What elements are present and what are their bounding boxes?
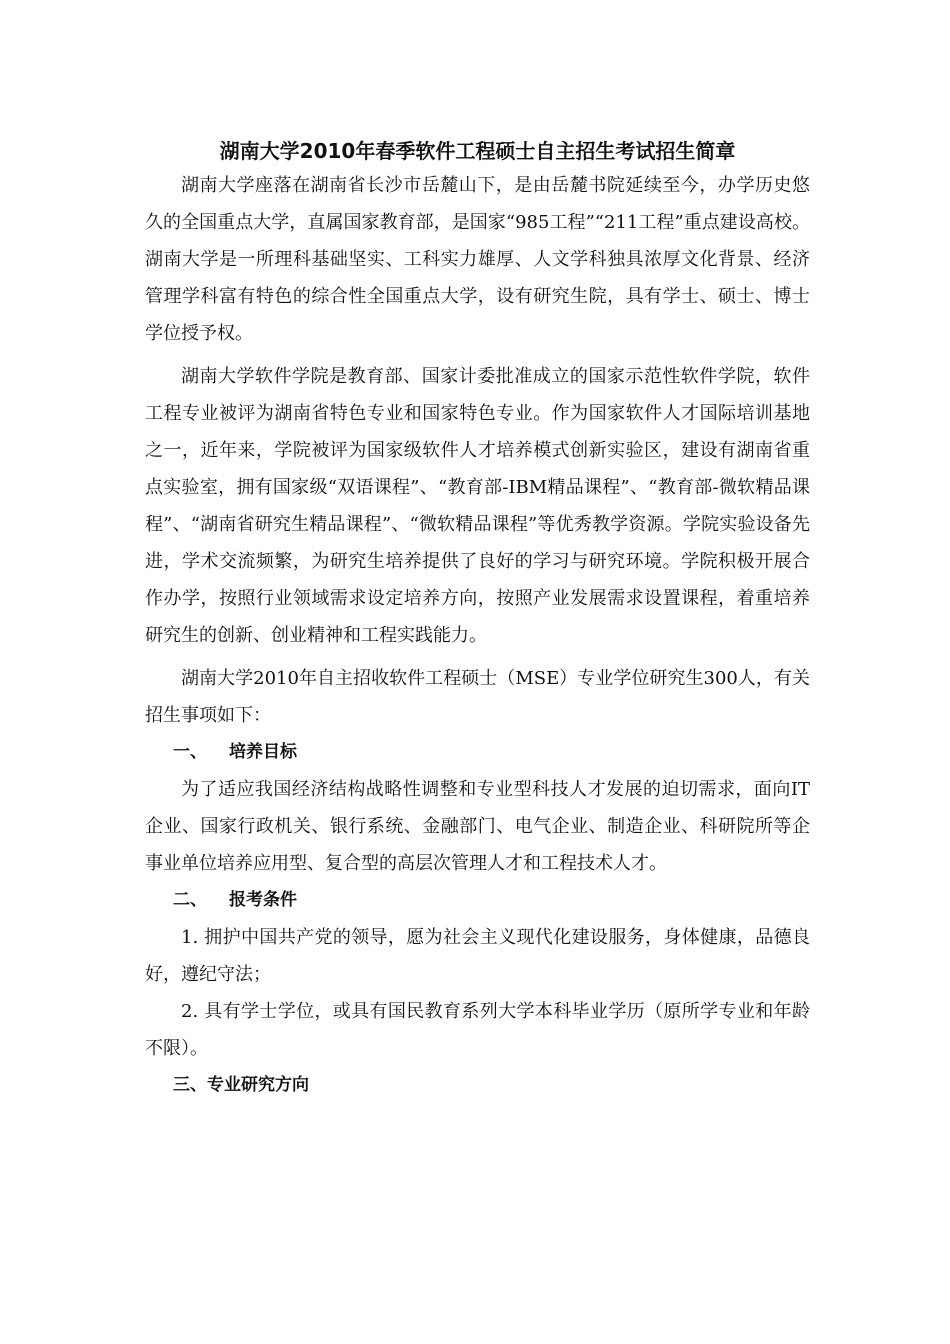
section-paragraph-training-goal: 为了适应我国经济结构战略性调整和专业型科技人才发展的迫切需求，面向IT企业、国家行政机关、银行系统、金融部门、电气企业、制造企业、科研院所等企事业单位培养应用型、复合型的高层次管理人才和工程技术人才。 <box>145 779 810 874</box>
section-heading-text: 培养目标 <box>229 742 297 762</box>
section-number: 一、 <box>173 742 207 762</box>
document-body <box>145 135 810 1104</box>
intro-paragraph-software-school: 湖南大学软件学院是教育部、国家计委批准成立的国家示范性软件学院，软件工程专业被评为湖南省特色专业和国家特色专业。作为国家软件人才国际培训基地之一，近年来，学院被评为国家级软件人才培养模式创新实验区，建设有湖南省重点实验室，拥有国家级“双语课程”、“教育部-IBM精品课程”、“教育部-微软精品课程”、“湖南省研究生精品课程”、“微软精品课程”等优秀教学资源。学院实验设备先进，学术交流频繁，为研究生培养提供了良好的学习与研究环境。学院积极开展合作办学，按照行业领域需求设定培养方向，按照产业发展需求设置课程，着重培养研究生的创新、创业精神和工程实践能力。 <box>145 366 810 646</box>
section-heading-eligibility <box>145 882 810 919</box>
eligibility-item-2: 2. 具有学士学位，或具有国民教育系列大学本科毕业学历（原所学专业和年龄不限）。 <box>145 1001 810 1059</box>
eligibility-item-1: 1. 拥护中国共产党的领导，愿为社会主义现代化建设服务，身体健康，品德良好，遵纪守法； <box>145 927 810 985</box>
intro-paragraph-enrollment: 湖南大学2010年自主招收软件工程硕士（MSE）专业学位研究生300人，有关招生事项如下： <box>145 668 810 726</box>
document-title: 湖南大学2010年春季软件工程硕士自主招生考试招生简章 <box>219 139 736 163</box>
section-number: 二、 <box>173 890 207 910</box>
section-heading-research-directions <box>145 1067 810 1104</box>
section-heading-training-goal <box>145 734 810 771</box>
intro-paragraph-university: 湖南大学座落在湖南省长沙市岳麓山下，是由岳麓书院延续至今，办学历史悠久的全国重点大学，直属国家教育部，是国家“985工程”“211工程”重点建设高校。湖南大学是一所理科基础坚实、工科实力雄厚、人文学科独具浓厚文化背景、经济管理学科富有特色的综合性全国重点大学，设有研究生院，具有学士、硕士、博士学位授予权。 <box>145 175 810 344</box>
section-heading-text: 三、专业研究方向 <box>173 1075 309 1095</box>
section-heading-text: 报考条件 <box>229 890 297 910</box>
